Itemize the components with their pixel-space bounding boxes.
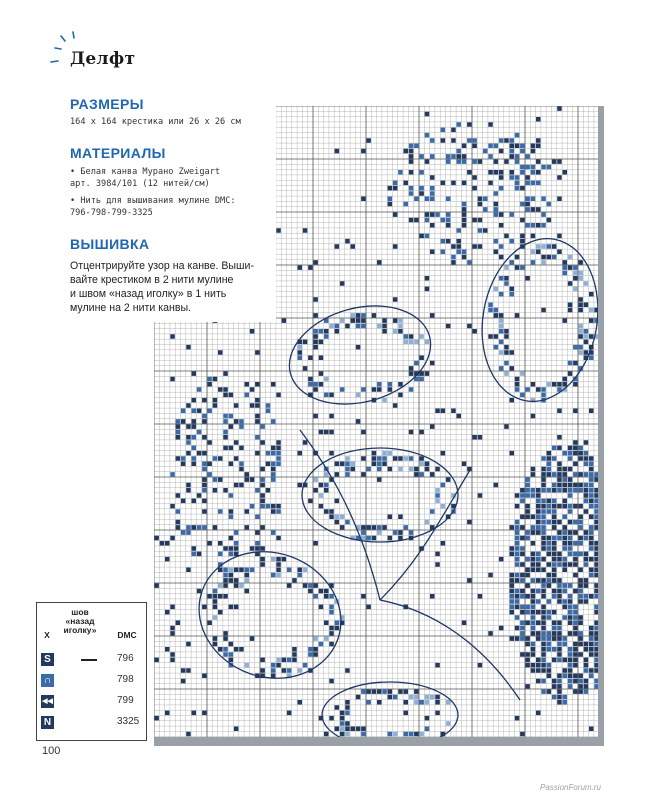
symbol-s-icon: S — [41, 653, 54, 666]
page-number: 100 — [42, 745, 61, 757]
backstitch-line-icon — [81, 659, 97, 661]
symbol-rewind-icon: ◀◀ — [41, 695, 54, 708]
legend-row-798 — [37, 672, 146, 692]
materials-item1-line1: • Белая канва Мурано Zweigart — [70, 167, 221, 177]
watermark: PassionForum.ru — [540, 783, 601, 792]
embroidery-instructions — [70, 259, 266, 315]
materials-item2-line2: 796-798-799-3325 — [70, 208, 153, 218]
materials-item1-line2: арт. 3984/101 (12 нитей/см) — [70, 179, 210, 189]
materials-item2-line1: • Нить для вышивания мулине DMC: — [70, 196, 236, 206]
embroidery-line: вайте крестиком в 2 нити мулине — [70, 274, 234, 286]
symbol-arch-icon: ∩ — [41, 674, 54, 687]
thread-legend — [36, 602, 147, 741]
embroidery-line: мулине на 2 нити канвы. — [70, 302, 192, 314]
chart-bottom-band — [154, 737, 604, 746]
dmc-code: 799 — [117, 695, 134, 706]
page-title: Делфт — [70, 49, 136, 69]
dmc-code: 796 — [117, 653, 134, 664]
legend-col-dmc: DMC — [117, 630, 137, 640]
sizes-heading: РАЗМЕРЫ — [70, 96, 144, 112]
embroidery-line: и швом «назад иголку» в 1 нить — [70, 288, 227, 300]
dmc-code: 798 — [117, 674, 134, 685]
materials-heading: МАТЕРИАЛЫ — [70, 145, 166, 161]
dmc-code: 3325 — [117, 716, 140, 727]
legend-row-796 — [37, 651, 146, 671]
legend-col-x: X — [44, 630, 50, 640]
embroidery-heading: ВЫШИВКА — [70, 236, 150, 252]
symbol-n-icon: N — [41, 716, 54, 729]
sizes-text: 164 x 164 крестика или 26 x 26 см — [70, 117, 241, 127]
legend-col-backstitch: шов «назад иголку» — [63, 607, 97, 635]
embroidery-line: Отцентрируйте узор на канве. Выши- — [70, 260, 254, 272]
chart-right-band — [598, 106, 604, 746]
legend-row-799 — [37, 693, 146, 713]
legend-row-3325 — [37, 714, 146, 734]
